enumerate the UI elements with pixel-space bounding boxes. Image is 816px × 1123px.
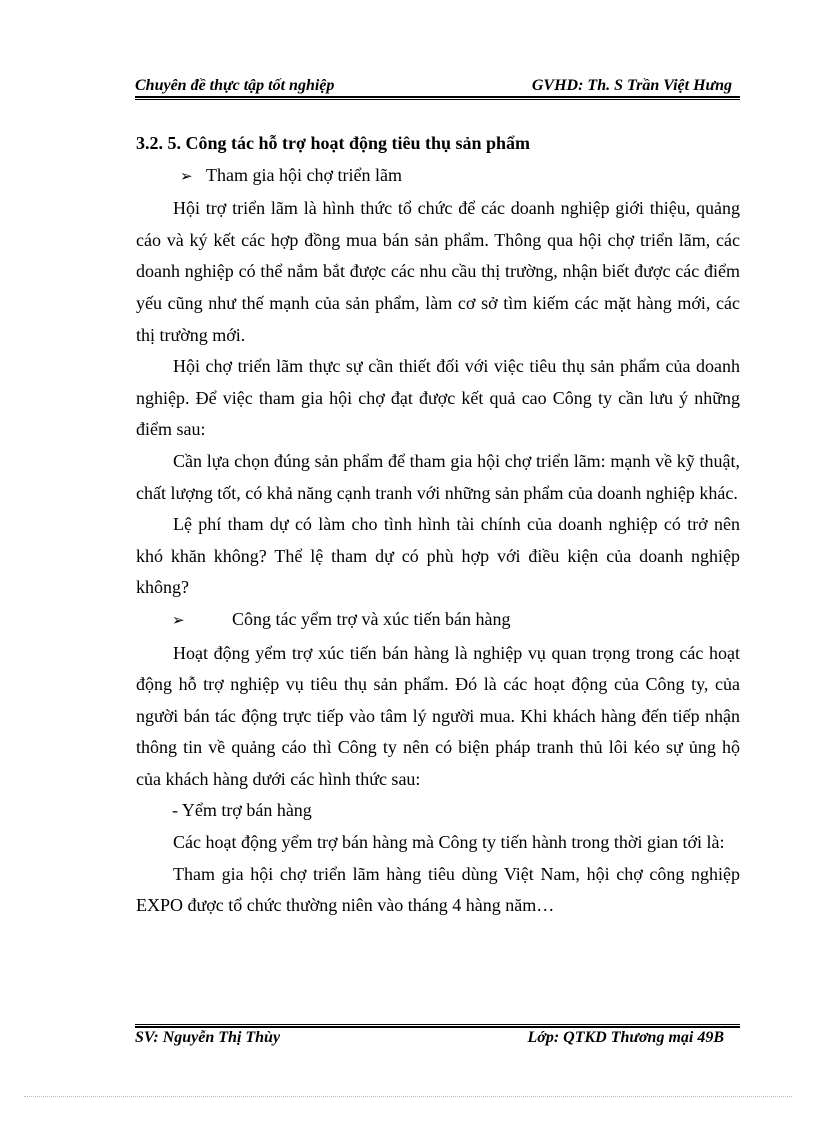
header-supervisor: GVHD: Th. S Trần Việt Hưng	[531, 77, 732, 94]
section-heading: 3.2. 5. Công tác hỗ trợ hoạt động tiêu thụ sản phẩm	[136, 133, 531, 153]
paragraph-activities: Các hoạt động yểm trợ bán hàng mà Công ty tiến hành trong thời gian tới là:	[173, 832, 725, 853]
body-content	[136, 128, 740, 922]
paragraph-promotion: Hoạt động yểm trợ xúc tiến bán hàng là nghiệp vụ quan trọng trong các hoạt động hỗ trợ nghiệp vụ tiêu thụ sản phẩm. Đó là các hoạt động của Công ty, của người bán tác động trực tiếp vào tâm lý người mua. Khi khách hàng đến tiếp nhận thông tin về quảng cáo thì Công ty nên có biện pháp tranh thủ lôi kéo sự ủng hộ của khách hàng dưới các hình thức sau:	[136, 642, 740, 789]
arrow-bullet-icon: ➢	[180, 168, 193, 185]
bullet-fair	[136, 160, 740, 194]
header-rule-thick	[135, 96, 740, 98]
bullet-fair-text: Tham gia hội chợ triển lãm	[206, 164, 402, 185]
header-report-title: Chuyên đề thực tập tốt nghiệp	[135, 77, 335, 94]
paragraph-product-choice: Cần lựa chọn đúng sản phẩm để tham gia hội chợ triển lãm: mạnh về kỹ thuật, chất lượng tốt, có khả năng cạnh tranh với những sản phẩm của doanh nghiệp khác.	[136, 450, 740, 503]
arrow-bullet-icon: ➢	[172, 612, 185, 629]
header-rule-thin	[135, 99, 740, 100]
page-footer	[135, 1029, 740, 1051]
page-header	[135, 74, 740, 96]
paragraph-fair-intro: Hội trợ triển lãm là hình thức tổ chức để các doanh nghiệp giới thiệu, quảng cáo và ký kết các hợp đồng mua bán sản phẩm. Thông qua hội chợ triển lãm, các doanh nghiệp có thể nắm bắt được các nhu cầu thị trường, nhận biết được các điểm yếu cũng như thế mạnh của sản phẩm, làm cơ sở tìm kiếm các mặt hàng mới, các thị trường mới.	[136, 198, 740, 345]
footer-rule-thick	[135, 1026, 740, 1028]
paragraph-expo: Tham gia hội chợ triển lãm hàng tiêu dùng Việt Nam, hội chợ công nghiệp EXPO được tổ chức thường niên vào tháng 4 hàng năm…	[136, 863, 740, 916]
paragraph-fees: Lệ phí tham dự có làm cho tình hình tài chính của doanh nghiệp có trở nên khó khăn không? Thể lệ tham dự có phù hợp với điều kiện của doanh nghiệp không?	[136, 514, 740, 598]
footer-rule-thin	[135, 1024, 740, 1025]
list-item-sales-support: - Yểm trợ bán hàng	[172, 800, 312, 821]
bullet-promotion	[136, 604, 740, 638]
footer-student: SV: Nguyễn Thị Thùy	[135, 1029, 281, 1046]
bullet-promotion-text: Công tác yểm trợ và xúc tiến bán hàng	[232, 608, 511, 629]
page-edge-divider	[24, 1096, 792, 1097]
footer-class: Lớp: QTKD Thương mại 49B	[527, 1029, 724, 1046]
paragraph-fair-necessity: Hội chợ triển lãm thực sự cần thiết đối với việc tiêu thụ sản phẩm của doanh nghiệp. Để việc tham gia hội chợ đạt được kết quả cao Công ty cần lưu ý những điểm sau:	[136, 356, 740, 440]
